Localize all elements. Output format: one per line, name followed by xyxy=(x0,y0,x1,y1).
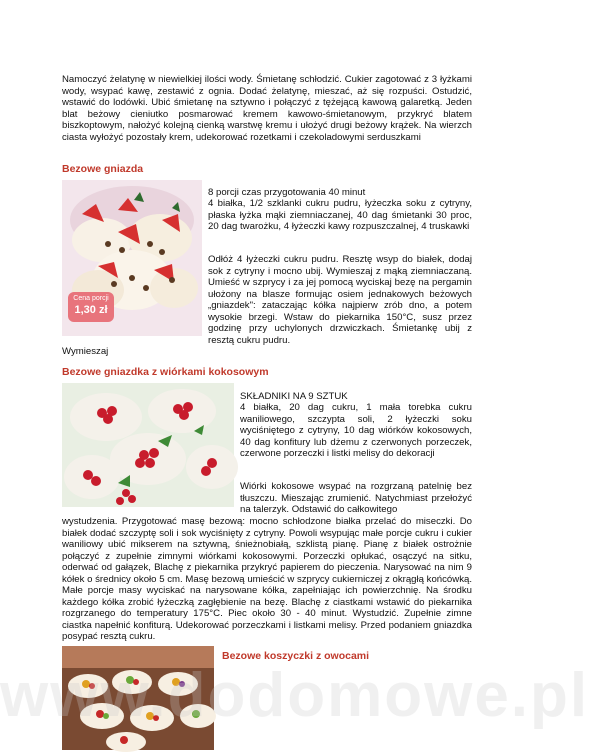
intro-paragraph: Namoczyć żelatynę w niewielkiej ilości wody. Śmietanę schłodzić. Cukier zagotować z 3 łyżkami wody, wsypać kawę, zestawić z ognia. Dodać żelatynę, mieszać, aż się rozpuści. Ostudzić, wstawić do lodówki. Ubić śmietanę na sztywno i połączyć z tężejącą kawową galaretką. Jeden blat beżowy cieniutko posmarować kremem kawowo-śmietanowym, przykryć blatem biszkoptowym, nałożyć kolejną cienką warstwę kremu i ułożyć drugi beżowy krążek. Na wierzch ciasta wyłożyć pozostały krem, udekorować rozetkami i czekoladowymi serduszkami xyxy=(62,74,472,143)
recipe1-method: Odłóż 4 łyżeczki cukru pudru. Resztę wsyp do białek, dodaj sok z cytryny i mocno ubij. Wymieszaj z mąką ziemniaczaną. Umieść w szprycy i za jej pomocą wyciskaj bezę na pergamin ułożony na blasze formując osiem jednakowych beżowych „gniazdek": zataczając kółka najpierw zrób dno, a potem wysokie brzegi. Wstaw do piekarnika 150°C, susz przez godzinę przy uchylonych drzwiczkach. Śmietankę ubij z resztą cukru pudru. xyxy=(208,254,472,346)
recipe1-method-end: Wymieszaj xyxy=(62,346,109,357)
recipe2-method-start: Wiórki kokosowe wsypać na rozgrzaną patelnię bez tłuszczu. Mieszając zrumienić. Natychmiast przełożyć na talerzyk. Odstawić do całkowitego xyxy=(240,481,472,515)
coconut-nests-photo xyxy=(62,383,234,507)
recipe1-info: 8 porcji czas przygotowania 40 minut xyxy=(208,187,366,198)
recipe2-title: SKŁADNIKI NA 9 SZTUK xyxy=(240,391,348,402)
coconut-nests-image xyxy=(62,383,234,507)
price-label: Cena porcji xyxy=(73,295,109,302)
meringue-nests-photo xyxy=(62,180,202,336)
section-heading-bezowe-koszyczki: Bezowe koszyczki z owocami xyxy=(222,650,370,662)
section-heading-bezowe-gniazda: Bezowe gniazda xyxy=(62,163,144,175)
fruit-baskets-image xyxy=(62,646,214,750)
fruit-baskets-photo xyxy=(62,646,214,750)
recipe1-ingredients: 4 białka, 1/2 szklanki cukru pudru, łyżeczka soku z cytryny, płaska łyżka mąki ziemniaczanej, 40 dag śmietanki 30 proc, 20 dag twarożku, 4 łyżeczki kawy rozpuszczalnej, 4 truskawki xyxy=(208,198,472,232)
price-badge xyxy=(68,292,114,322)
recipe2-method-full: wystudzenia. Przygotować masę bezową: mocno schłodzone białka przelać do miseczki. Do białek dodać szczyptę soli i sok wyciśnięty z cytryny. Powoli wsypując małe porcje cukru i cukier waniliowy ubić mikserem na sztywną, śnieżnobiałą, szklistą pianę. Pianę z białek ostrożnie połączyć z zupełnie zimnymi wiórkami kokosowymi. Porzeczki opłukać, osączyć na sitku, oderwać od gałązek, Blachę z piekarnika przykryć papierem do pieczenia. Narysować na nim 9 kółek o średnicy około 5 cm. Masę bezową umieścić w szprycy cukierniczej z okrągłą końcówką. Małe porcje masy wyciskać na narysowane kółka, zapełniając ich powierzchnię. Na środku każdego kółka zrobić łyżeczką zagłębienie na bezę. Blachę z ciastkami wstawić do piekarnika rozgrzanego do temperatury 175°C. Piec około 30 - 40 minut. Wystudzić. Zupełnie zimne ciastka napełnić konfiturą. Udekorować porzeczkami i listkami melisy. Przed podaniem gniazdka posypać resztą cukru. xyxy=(62,516,472,642)
watermark-text: www.dodomowe.pl xyxy=(0,661,589,730)
section-heading-bezowe-gniazdka-kokos: Bezowe gniazdka z wiórkami kokosowym xyxy=(62,366,269,378)
price-value: 1,30 zł xyxy=(74,304,108,316)
recipe2-ingredients: 4 białka, 20 dag cukru, 1 mała torebka cukru waniliowego, szczypta soli, 2 łyżeczki soku wyciśniętego z cytryny, 10 dag wiórków kokosowych, 40 dag konfitury lub dżemu z czerwonych porzeczek, czerwone porzeczki i listki melisy do dekoracji xyxy=(240,402,472,459)
